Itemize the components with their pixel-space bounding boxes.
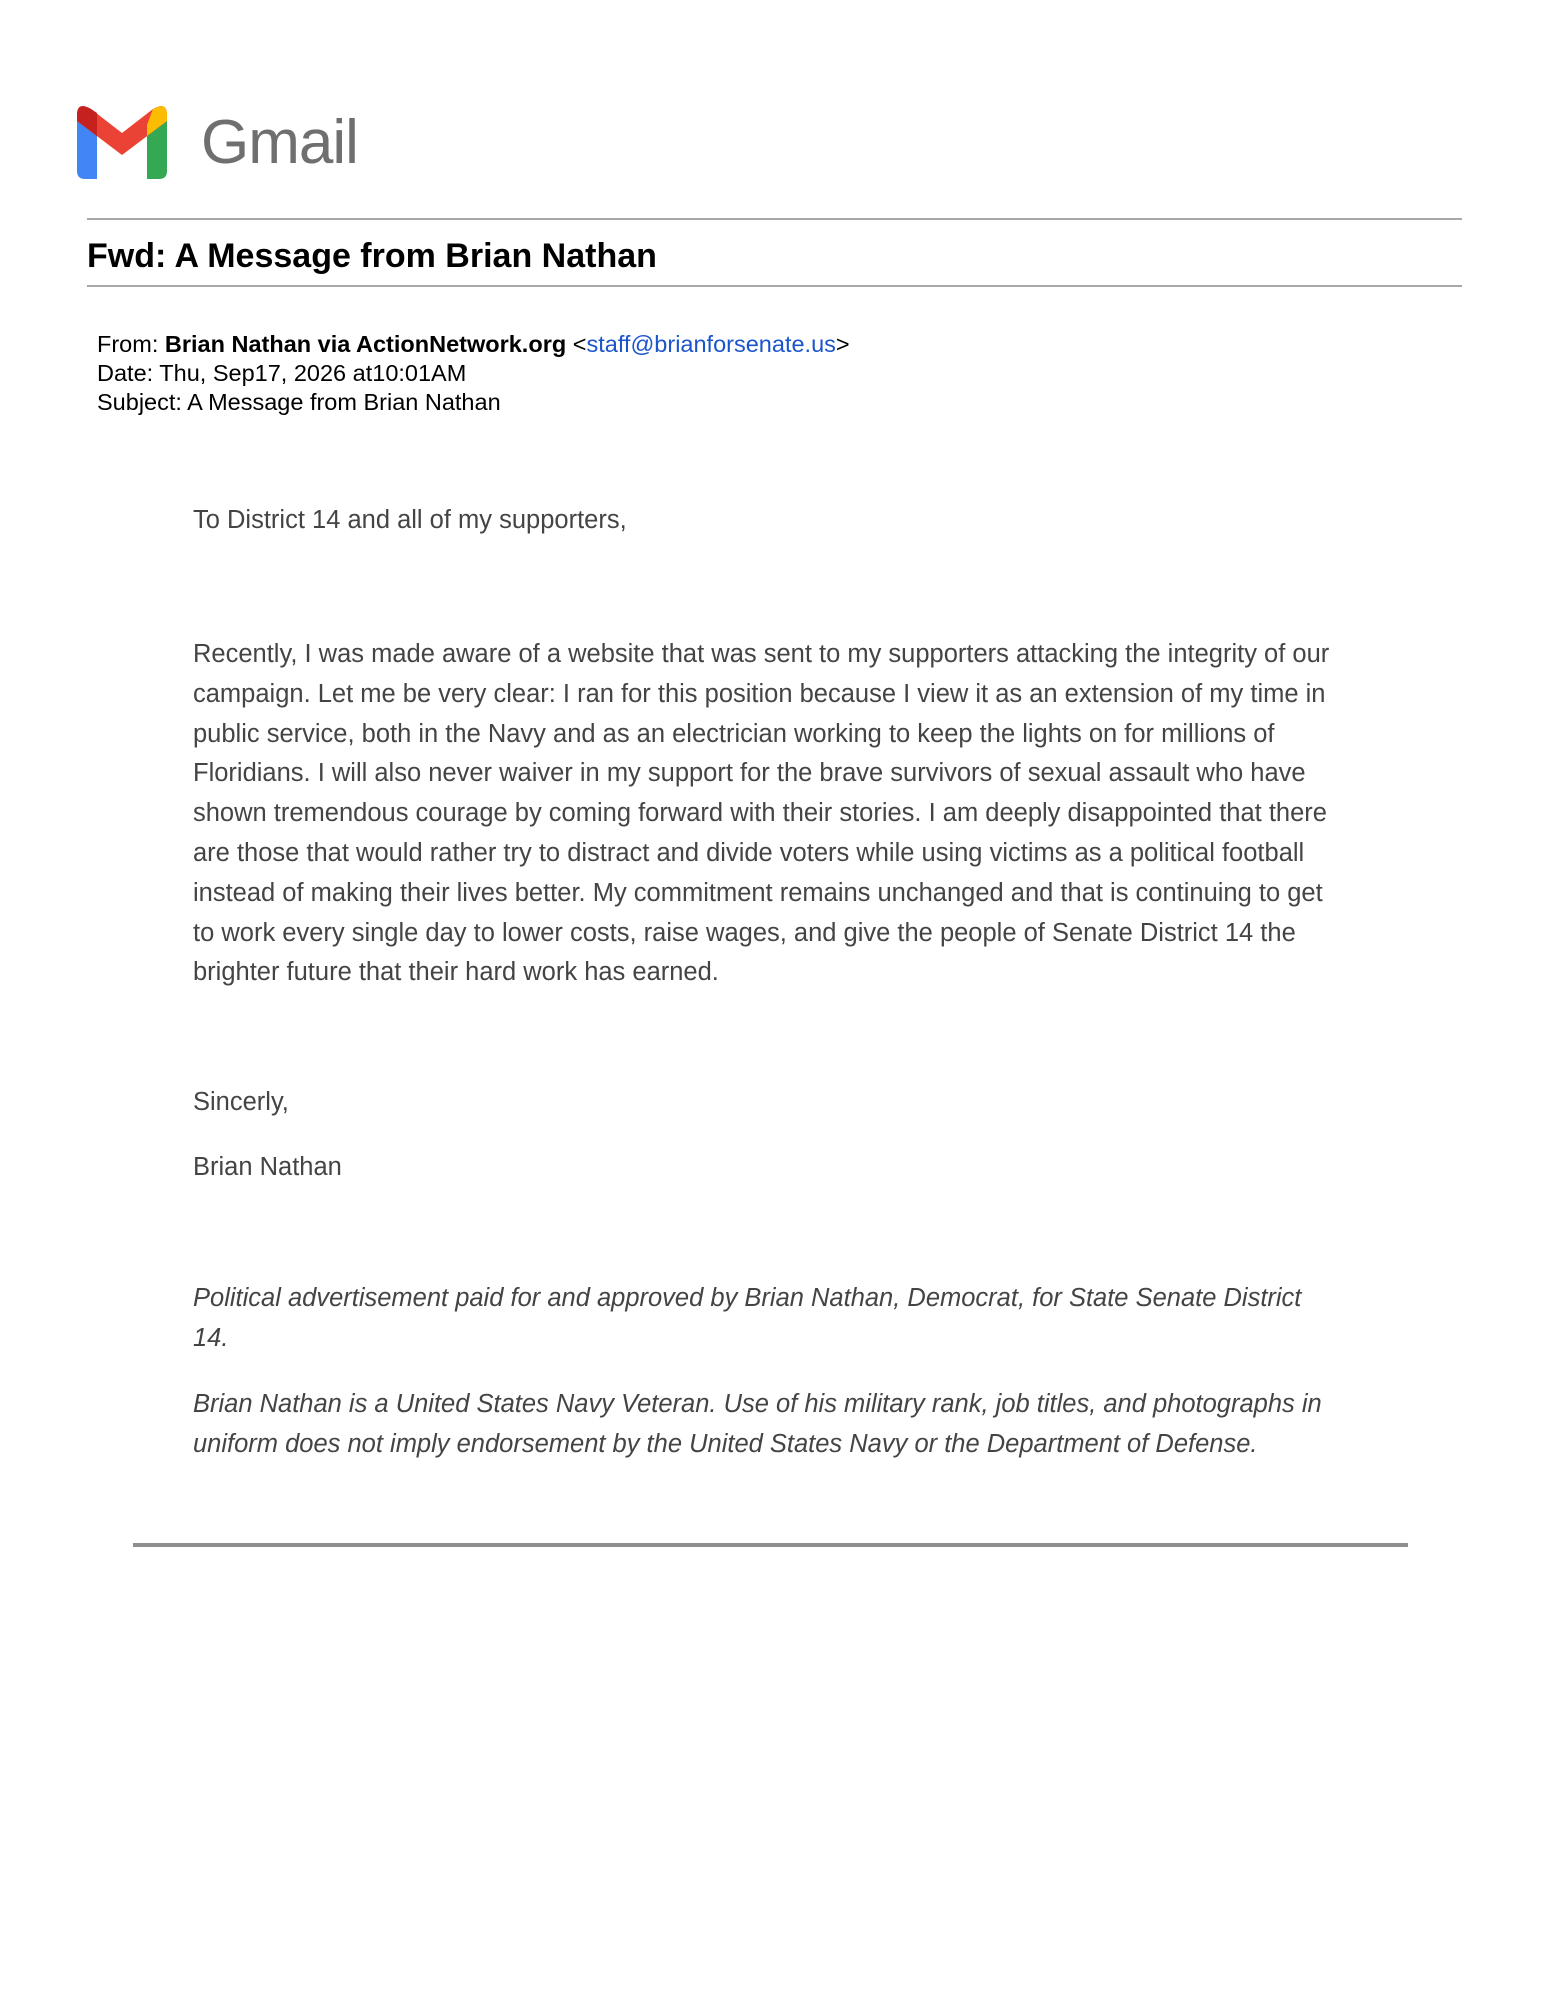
sender-email-open-bracket: <: [572, 331, 587, 357]
gmail-wordmark: Gmail: [201, 107, 358, 177]
from-row: [97, 330, 850, 359]
subject-label: Subject:: [97, 389, 182, 415]
date-row: [97, 359, 850, 388]
sender-email-close-bracket: >: [835, 331, 850, 357]
email-end-divider: [133, 1543, 1408, 1547]
disclaimer-1-text: Political advertisement paid for and approved by Brian Nathan, Democrat, for State Senate District 14.: [193, 1284, 1302, 1352]
email-title: Fwd: A Message from Brian Nathan: [87, 237, 657, 275]
disclaimer-navy: [193, 1385, 1343, 1464]
date-value: Thu, Sep17, 2026 at10:01AM: [159, 360, 467, 386]
gmail-m-icon: [77, 105, 167, 179]
sender-name: Brian Nathan via ActionNetwork.org: [164, 331, 567, 357]
signature-text: Brian Nathan: [193, 1153, 342, 1181]
header-top-divider: [87, 218, 1462, 220]
email-greeting: [193, 503, 1343, 537]
gmail-logo: [77, 105, 358, 179]
disclaimer-political-ad: [193, 1279, 1343, 1358]
from-label: From:: [97, 331, 159, 357]
subject-row: [97, 388, 850, 417]
email-body-paragraph: [193, 635, 1343, 993]
header-bottom-divider: [87, 285, 1462, 287]
disclaimer-2-text: Brian Nathan is a United States Navy Veteran. Use of his military rank, job titles, and photographs in uniform does not imply endorsement by the United States Navy or the Department of Defense.: [193, 1390, 1322, 1458]
sender-email-link[interactable]: staff@brianforsenate.us: [586, 331, 836, 357]
greeting-text: To District 14 and all of my supporters,: [193, 506, 627, 534]
closing-text: Sincerly,: [193, 1088, 289, 1116]
date-label: Date:: [97, 360, 154, 386]
body-text: Recently, I was made aware of a website that was sent to my supporters attacking the integrity of our campaign. Let me be very clear: I ran for this position because I view it as an extension of my time in public service, both in the Navy and as an electrician working to keep the lights on for millions of Floridians. I will also never waiver in my support for the brave survivors of sexual assault who have shown tremendous courage by coming forward with their stories. I am deeply disappointed that there are those that would rather try to distract and divide voters while using victims as a political football instead of making their lives better. My commitment remains unchanged and that is continuing to get to work every single day to lower costs, raise wages, and give the people of Senate District 14 the brighter future that their hard work has earned.: [193, 640, 1330, 987]
email-metadata: [97, 330, 850, 417]
email-closing: [193, 1085, 1343, 1119]
subject-value: A Message from Brian Nathan: [187, 389, 501, 415]
email-signature: [193, 1150, 1343, 1184]
